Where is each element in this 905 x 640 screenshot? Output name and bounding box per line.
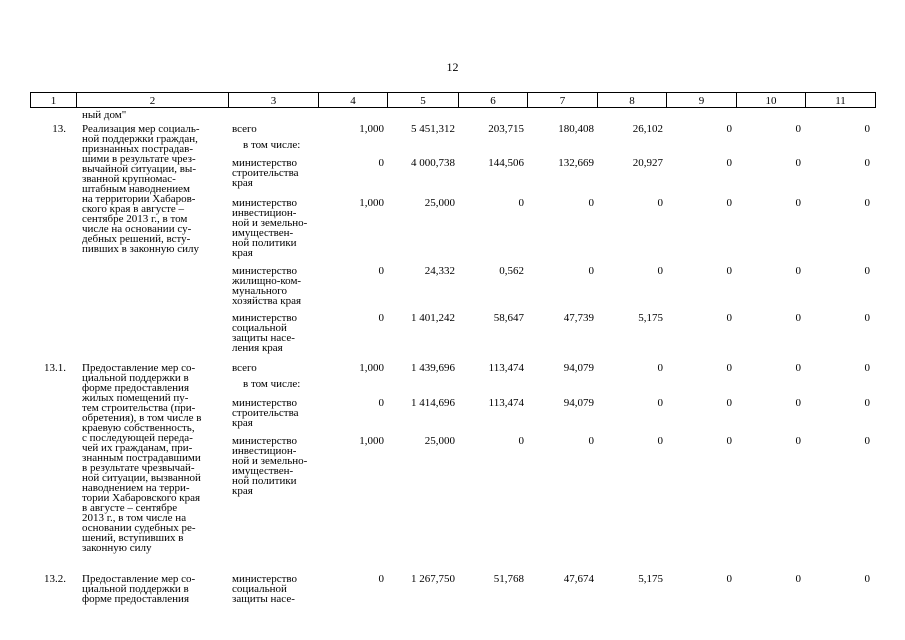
table-cell-value: 58,647 [493,312,524,324]
table-cell-value: 0 [795,312,801,324]
table-cell-value: 94,079 [563,362,594,374]
row-organization: министерство социальной защиты насе- ления края [232,312,298,354]
table-cell-value: 4 000,738 [411,157,455,169]
table-cell-value: 0 [864,265,870,277]
carry-over-text: ный дом" [82,109,127,121]
table-cell-value: 1,000 [359,435,384,447]
row-number: 13.2. [44,573,66,585]
table-cell-value: 0 [726,157,732,169]
table-cell-value: 5,175 [638,573,663,585]
table-cell-value: 47,674 [563,573,594,585]
table-cell-value: 0 [795,265,801,277]
table-cell-value: 0 [726,123,732,135]
header-col-8: 8 [598,92,667,108]
table-cell-value: 0 [518,197,524,209]
table-cell-value: 1 267,750 [411,573,455,585]
header-col-4: 4 [319,92,388,108]
table-cell-value: 25,000 [424,435,455,447]
table-cell-value: 0 [726,265,732,277]
table-cell-value: 0 [864,123,870,135]
table-cell-value: 0 [378,397,384,409]
table-cell-value: 0 [726,397,732,409]
table-cell-value: 0 [795,362,801,374]
row-organization: министерство социальной защиты насе- [232,573,298,605]
table-cell-value: 0 [518,435,524,447]
table-cell-value: 47,739 [563,312,594,324]
table-cell-value: 0 [795,157,801,169]
table-cell-value: 1,000 [359,362,384,374]
table-cell-value: 0 [378,265,384,277]
row-organization: министерство инвестицион- ной и земельно- имуществен- ной политики края [232,435,308,497]
table-cell-value: 0 [726,573,732,585]
header-col-5: 5 [388,92,459,108]
row-organization: в том числе: [243,378,301,390]
table-cell-value: 0 [378,312,384,324]
row-description: Предоставление мер со- циальной поддержки в форме предоставления жилых помещений пу- тем строительства (при- обретения), в том числе в краевую собственность, с последующей переда- чей их гражданам, при- знанным пострадавшими в результате чрезвычай- ной ситуации, вызванной наводнением на терри- тории Хабаровского края в августе – сентябре 2013 г., в том числе на основании судебных ре- шений, вступивших в законную силу [82,362,202,554]
row-description: Реализация мер социаль- ной поддержки граждан, признанных пострадав- шими в результате чрез- вычайной ситуации, вы- званной крупномас- штабным наводнением на территории Хабаров- ского края в августе – сентябре 2013 г., в том числе на основании су- дебных решений, всту- пивших в законную силу [82,123,200,255]
header-col-10: 10 [737,92,806,108]
row-number: 13.1. [44,362,66,374]
table-cell-value: 0 [378,573,384,585]
table-cell-value: 1,000 [359,197,384,209]
table-cell-value: 132,669 [558,157,594,169]
table-cell-value: 0 [864,397,870,409]
table-cell-value: 0 [726,435,732,447]
table-cell-value: 144,506 [488,157,524,169]
table-cell-value: 0 [657,265,663,277]
page-number: 12 [446,60,459,74]
row-organization: всего [232,123,257,135]
table-cell-value: 0 [795,397,801,409]
table-cell-value: 180,408 [558,123,594,135]
row-organization: министерство строительства края [232,157,299,189]
table-cell-value: 0 [726,197,732,209]
table-cell-value: 0 [864,197,870,209]
table-cell-value: 1,000 [359,123,384,135]
table-cell-value: 203,715 [488,123,524,135]
table-cell-value: 0 [726,362,732,374]
table-cell-value: 26,102 [632,123,663,135]
table-cell-value: 0 [657,197,663,209]
table-cell-value: 5,175 [638,312,663,324]
row-description: Предоставление мер со- циальной поддержки в форме предоставления [82,573,196,605]
table-cell-value: 25,000 [424,197,455,209]
table-cell-value: 0 [864,435,870,447]
table-cell-value: 0,562 [499,265,524,277]
table-cell-value: 24,332 [424,265,455,277]
row-organization: всего [232,362,257,374]
table-cell-value: 0 [795,197,801,209]
header-col-6: 6 [459,92,528,108]
row-number: 13. [52,123,66,135]
table-cell-value: 94,079 [563,397,594,409]
table-cell-value: 113,474 [488,397,524,409]
header-col-2: 2 [77,92,229,108]
table-cell-value: 0 [795,573,801,585]
header-col-3: 3 [229,92,319,108]
table-cell-value: 0 [795,123,801,135]
header-col-9: 9 [667,92,737,108]
header-col-1: 1 [30,92,77,108]
table-cell-value: 0 [588,197,594,209]
row-organization: министерство строительства края [232,397,299,429]
table-cell-value: 0 [588,265,594,277]
row-organization: министерство инвестицион- ной и земельно- имуществен- ной политики края [232,197,308,259]
row-organization: министерство жилищно-ком- мунального хозяйства края [232,265,302,307]
table-cell-value: 0 [657,435,663,447]
table-cell-value: 0 [864,157,870,169]
table-cell-value: 5 451,312 [411,123,455,135]
table-cell-value: 51,768 [493,573,524,585]
table-cell-value: 0 [864,362,870,374]
table-cell-value: 20,927 [632,157,663,169]
header-col-7: 7 [528,92,598,108]
row-organization: в том числе: [243,139,301,151]
table-cell-value: 0 [795,435,801,447]
table-cell-value: 0 [657,397,663,409]
table-cell-value: 1 414,696 [411,397,455,409]
table-cell-value: 113,474 [488,362,524,374]
table-cell-value: 0 [864,312,870,324]
table-cell-value: 0 [588,435,594,447]
table-cell-value: 0 [864,573,870,585]
table-cell-value: 0 [726,312,732,324]
table-cell-value: 1 401,242 [411,312,455,324]
header-col-11: 11 [806,92,876,108]
table-cell-value: 1 439,696 [411,362,455,374]
table-cell-value: 0 [657,362,663,374]
table-cell-value: 0 [378,157,384,169]
